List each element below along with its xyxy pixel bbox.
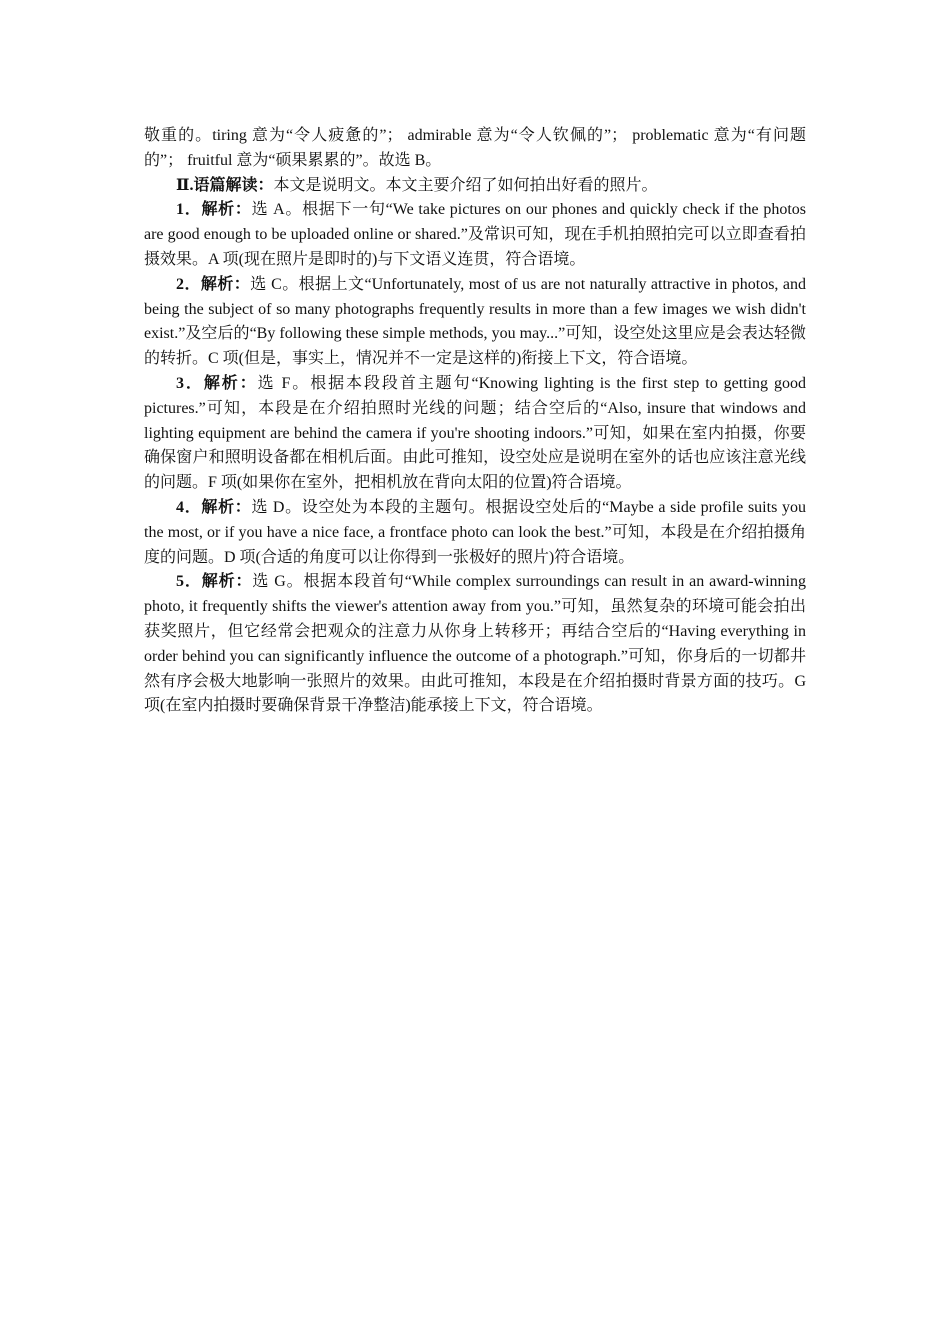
paragraph-label: Ⅱ.语篇解读：: [176, 176, 274, 194]
paragraph-label: 1．解析：: [176, 201, 252, 219]
paragraph-label: 2．解析：: [176, 275, 251, 293]
paragraph-label: 5．解析：: [176, 573, 253, 591]
paragraph-text: 选 A。根据下一句“We take pictures on our phones and quickly check if the photos are good enough to be uploaded online or shared.”及常识可知，现在手机拍照拍完可以立即查看拍摄效果。A 项(现在照片是即时的)与下文语义连贯，符合语境。: [144, 201, 806, 268]
paragraph-answer-5: [144, 570, 806, 719]
document-page: [144, 124, 806, 719]
paragraph-answer-1: [144, 198, 806, 272]
paragraph-text: 选 D。设空处为本段的主题句。根据设空处后的“Maybe a side profile suits you the most, or if you have a nice face, a frontface photo can look the best.”可知，本段是在介绍拍摄角度的问题。D 项(合适的角度可以让你得到一张极好的照片)符合语境。: [144, 498, 806, 566]
paragraph-text: 本文是说明文。本文主要介绍了如何拍出好看的照片。: [273, 176, 658, 194]
paragraph-answer-2: [144, 273, 806, 372]
paragraph-passage-summary: [144, 174, 806, 199]
paragraph-answer-4: [144, 496, 806, 570]
paragraph-text: 选 F。根据本段段首主题句“Knowing lighting is the first step to getting good pictures.”可知，本段是在介绍拍照时光线的问题；结合空后的“Also, insure that windows and lighting equipment are behind the camera if you're shooting indoors.”可知，如果在室内拍摄，你要确保窗户和照明设备都在相机后面。由此可推知，设空处应是说明在室外的话也应该注意光线的问题。F 项(如果你在室外，把相机放在背向太阳的位置)符合语境。: [144, 374, 806, 492]
paragraph-text: 敬重的。tiring 意为“令人疲惫的”； admirable 意为“令人钦佩的”； problematic 意为“有问题的”； fruitful 意为“硕果累累的”。故选 B。: [144, 127, 806, 169]
paragraph-text: 选 G。根据本段首句“While complex surroundings can result in an award-winning photo, it frequently shifts the viewer's attention away from you.”可知，虽然复杂的环境可能会拍出获奖照片，但它经常会把观众的注意力从你身上转移开；再结合空后的“Having everything in order behind you can significantly influence the outcome of a photograph.”可知，你身后的一切都井然有序会极大地影响一张照片的效果。由此可推知，本段是在介绍拍摄时背景方面的技巧。G 项(在室内拍摄时要确保背景干净整洁)能承接上下文，符合语境。: [144, 573, 806, 715]
paragraph-continuation: [144, 124, 806, 174]
paragraph-text: 选 C。根据上文“Unfortunately, most of us are not naturally attractive in photos, and being the subject of so many photographs frequently results in more than a few images we wish didn't exist.”及空后的“By following these simple methods, you may...”可知，设空处这里应是会表达轻微的转折。C 项(但是，事实上，情况并不一定是这样的)衔接上下文，符合语境。: [144, 275, 806, 368]
paragraph-label: 3．解析：: [176, 374, 258, 392]
paragraph-label: 4．解析：: [176, 498, 252, 516]
paragraph-answer-3: [144, 372, 806, 496]
